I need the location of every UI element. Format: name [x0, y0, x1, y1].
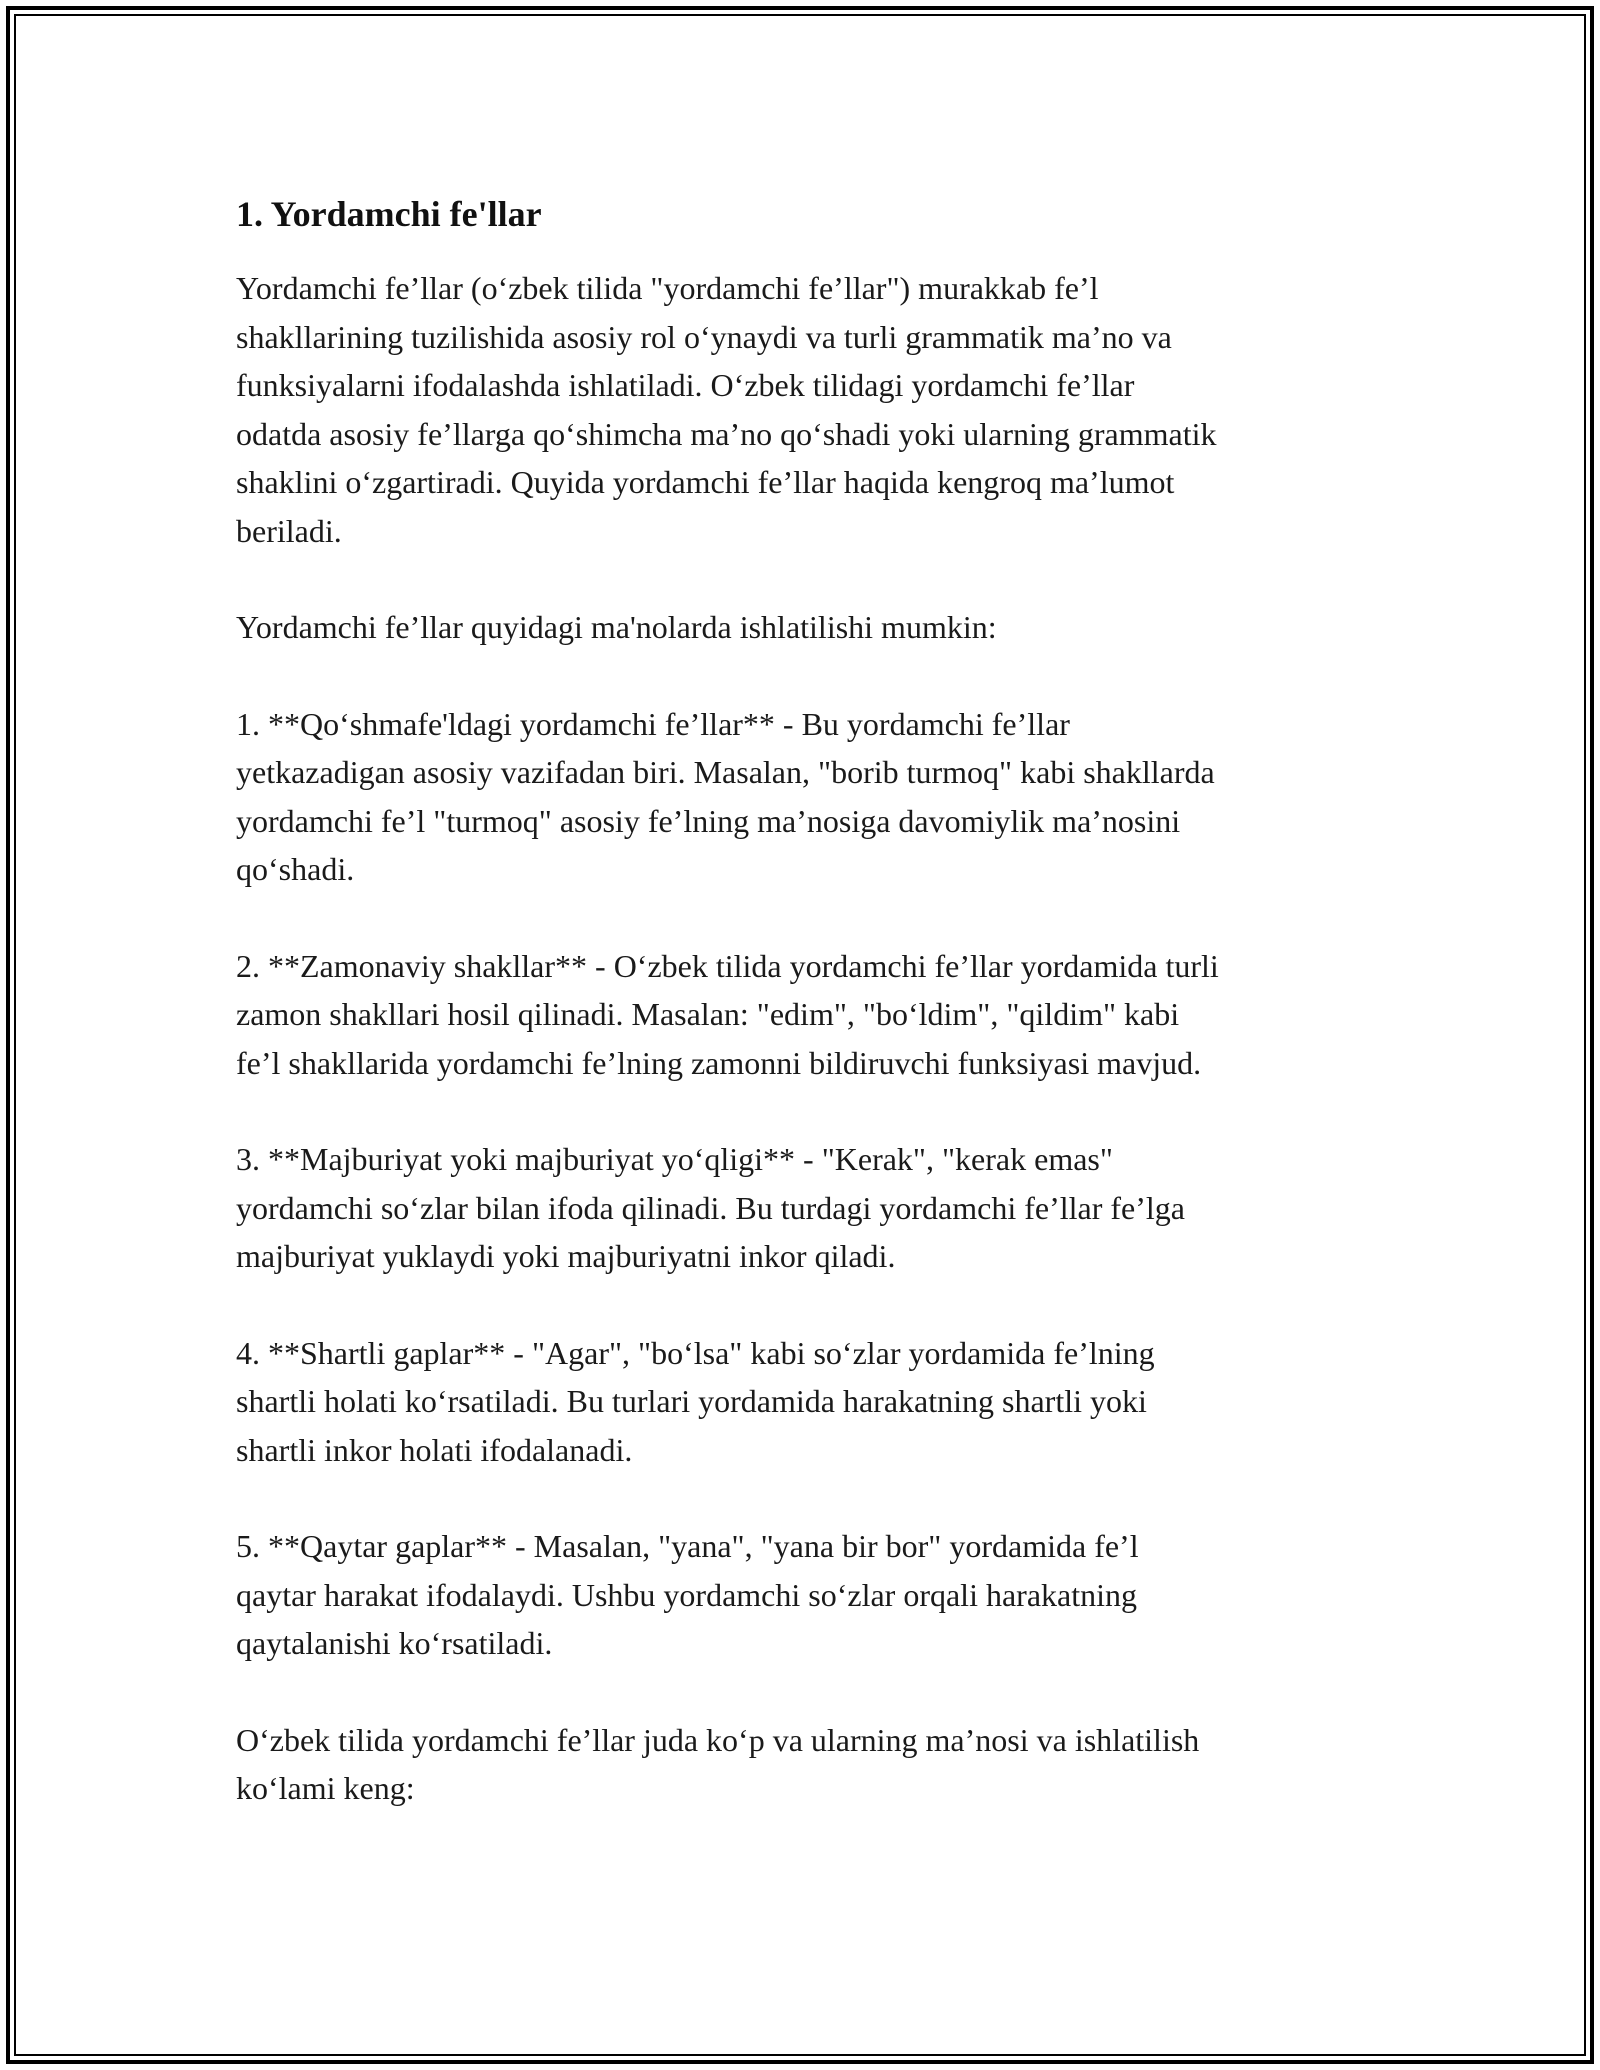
- intro-paragraph: Yordamchi fe’llar (o‘zbek tilida "yordamchi fe’llar") murakkab fe’l shakllarining tuzilishida asosiy rol o‘ynaydi va turli grammatik ma’no va funksiyalarni ifodalashda ishlatiladi. O‘zbek tilidagi yordamchi fe’llar odatda asosiy fe’llarga qo‘shimcha ma’no qo‘shadi yoki ularning grammatik shaklini o‘zgartiradi. Quyida yordamchi fe’llar haqida kengroq ma’lumot beriladi.: [236, 270, 1217, 549]
- usage-intro-paragraph: Yordamchi fe’llar quyidagi ma'nolarda ishlatilishi mumkin:: [236, 609, 997, 645]
- list-item-3: 3. **Majburiyat yoki majburiyat yo‘qligi** - "Kerak", "kerak emas" yordamchi so‘zlar bilan ifoda qilinadi. Bu turdagi yordamchi fe’llar fe’lga majburiyat yuklaydi yoki majburiyatni inkor qiladi.: [236, 1141, 1185, 1274]
- list-item-4: 4. **Shartli gaplar** - "Agar", "bo‘lsa" kabi so‘zlar yordamida fe’lning shartli holati ko‘rsatiladi. Bu turlari yordamida harakatning shartli yoki shartli inkor holati ifodalanadi.: [236, 1334, 1155, 1468]
- list-item-5: 5. **Qaytar gaplar** - Masalan, "yana", "yana bir bor" yordamida fe’l qaytar harakat ifodalaydi. Ushbu yordamchi so‘zlar orqali harakatning qaytalanishi ko‘rsatiladi.: [236, 1528, 1139, 1661]
- list-item-1: 1. **Qo‘shmafe'ldagi yordamchi fe’llar** - Bu yordamchi fe’llar yetkazadigan asosiy vazifadan biri. Masalan, "borib turmoq" kabi shakllarda yordamchi fe’l "turmoq" asosiy fe’lning ma’nosiga davomiylik ma’nosini qo‘shadi.: [236, 705, 1215, 887]
- section-heading: 1. Yordamchi fe'llar: [236, 194, 542, 234]
- list-item-2: 2. **Zamonaviy shakllar** - O‘zbek tilida yordamchi fe’llar yordamida turli zamon shakllari hosil qilinadi. Masalan: "edim", "bo‘ldim", "qildim" kabi fe’l shakllarida yordamchi fe’lning zamonni bildiruvchi funksiyasi mavjud.: [236, 947, 1219, 1081]
- closing-paragraph: O‘zbek tilida yordamchi fe’llar juda ko‘p va ularning ma’nosi va ishlatilish ko‘lami keng:: [236, 1721, 1200, 1806]
- document-body: [236, 186, 1376, 1813]
